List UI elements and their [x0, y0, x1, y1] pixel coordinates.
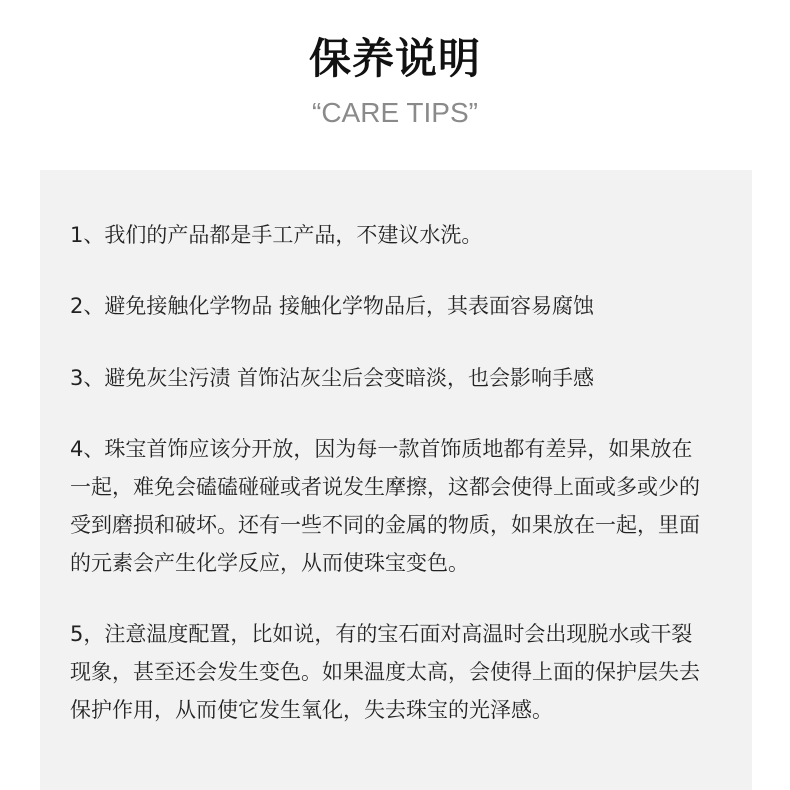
care-tips-panel: [40, 170, 752, 790]
care-tip-5: 5，注意温度配置，比如说，有的宝石面对高温时会出现脱水或干裂现象，甚至还会发生变色。如果温度太高，会使得上面的保护层失去保护作用，从而使它发生氧化，失去珠宝的光泽感。: [70, 622, 700, 722]
page-subtitle: “CARE TIPS”: [312, 97, 478, 128]
care-tip-1: 1、我们的产品都是手工产品，不建议水洗。: [70, 223, 483, 247]
care-tip-2: 2、避免接触化学物品 接触化学物品后，其表面容易腐蚀: [70, 294, 595, 318]
care-tip-3: 3、避免灰尘污渍 首饰沾灰尘后会变暗淡，也会影响手感: [70, 366, 595, 390]
page-title: 保养说明: [308, 34, 481, 83]
care-tip-4: 4、珠宝首饰应该分开放，因为每一款首饰质地都有差异，如果放在一起，难免会磕磕碰碰或者说发生摩擦，这都会使得上面或多或少的受到磨损和破坏。还有一些不同的金属的物质，如果放在一起，里面的元素会产生化学反应，从而使珠宝变色。: [70, 437, 700, 575]
